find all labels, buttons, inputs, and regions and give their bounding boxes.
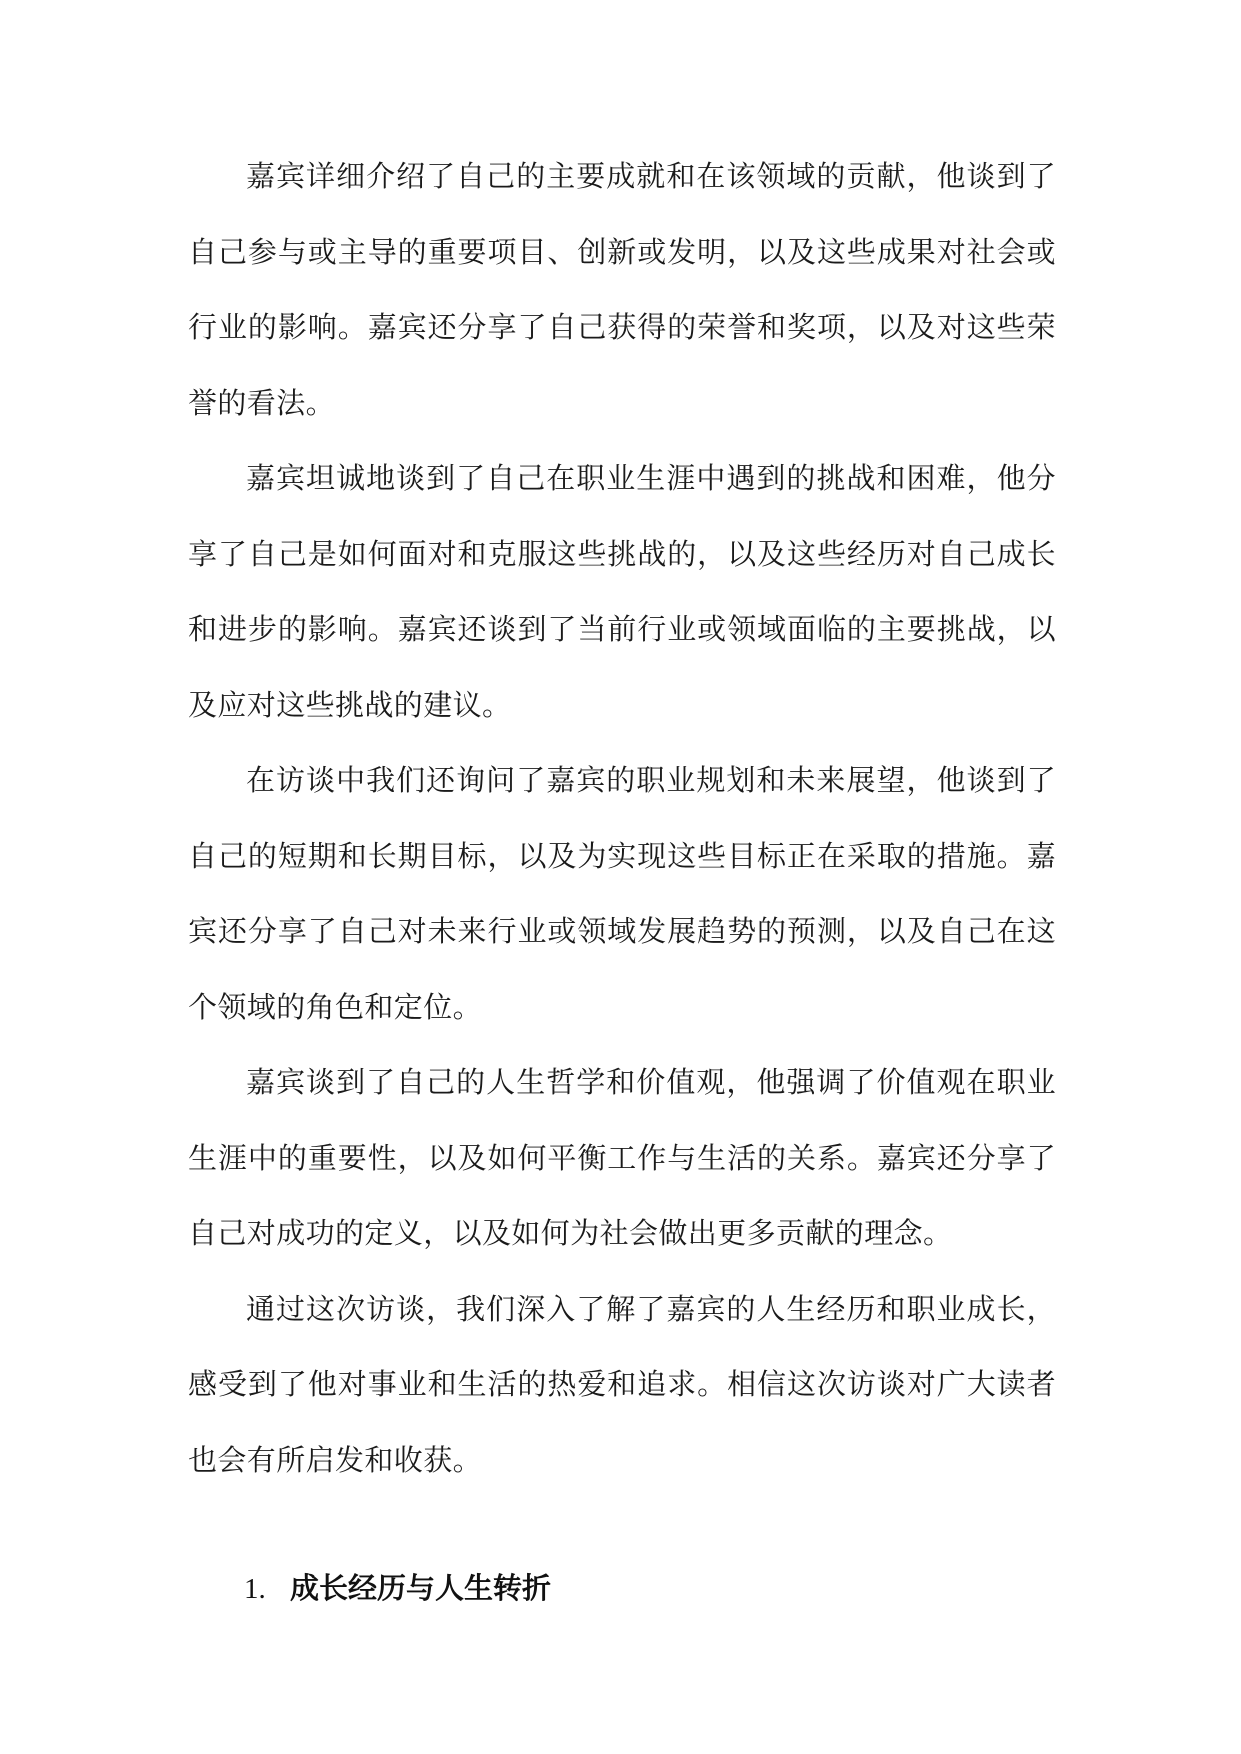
- section-heading-title: 成长经历与人生转折: [290, 1571, 552, 1605]
- paragraph-conclusion: 通过这次访谈，我们深入了解了嘉宾的人生经历和职业成长，感受到了他对事业和生活的热爱和追求。相信这次访谈对广大读者也会有所启发和收获。: [188, 1291, 1056, 1477]
- paragraph-achievements: 嘉宾详细介绍了自己的主要成就和在该领域的贡献，他谈到了自己参与或主导的重要项目、创新或发明，以及这些成果对社会或行业的影响。嘉宾还分享了自己获得的荣誉和奖项，以及对这些荣誉的看法。: [188, 159, 1056, 420]
- section-heading: [244, 1568, 551, 1609]
- section-heading-number: 1.: [244, 1573, 266, 1605]
- paragraph-challenges: 嘉宾坦诚地谈到了自己在职业生涯中遇到的挑战和困难，他分享了自己是如何面对和克服这些挑战的，以及这些经历对自己成长和进步的影响。嘉宾还谈到了当前行业或领域面临的主要挑战，以及应对这些挑战的建议。: [188, 461, 1056, 722]
- body-text: [188, 139, 1056, 1498]
- paragraph-career-outlook: 在访谈中我们还询问了嘉宾的职业规划和未来展望，他谈到了自己的短期和长期目标，以及为实现这些目标正在采取的措施。嘉宾还分享了自己对未来行业或领域发展趋势的预测，以及自己在这个领域的角色和定位。: [188, 763, 1056, 1024]
- paragraph-values: 嘉宾谈到了自己的人生哲学和价值观，他强调了价值观在职业生涯中的重要性，以及如何平衡工作与生活的关系。嘉宾还分享了自己对成功的定义，以及如何为社会做出更多贡献的理念。: [188, 1065, 1056, 1250]
